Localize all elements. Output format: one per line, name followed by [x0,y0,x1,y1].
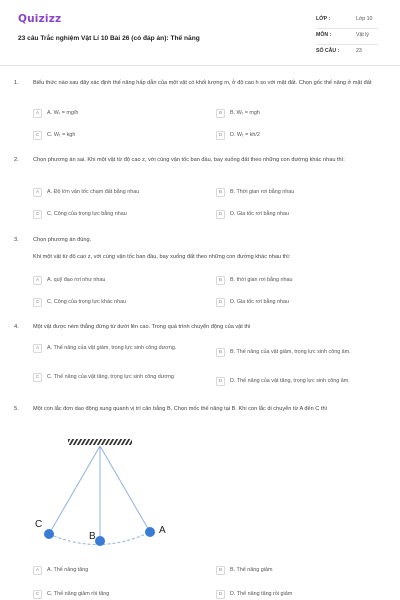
option-letter-box: D [216,131,225,140]
option-d[interactable] [216,298,384,307]
option-letter-box: D [216,590,225,599]
question-number: 3. [14,237,19,243]
question-subtext: Khi một vật từ độ cao z, với cùng vận tốc ban đầu, bay xuống đất theo những con đường khác nhau thì: [33,254,291,260]
pendulum-support [68,439,132,445]
option-a[interactable] [33,344,198,353]
label-b: B [89,531,96,542]
option-letter-box: B [216,109,225,118]
option-c[interactable] [33,373,198,382]
option-letter-box: D [216,210,225,219]
option-text: D. Gia tốc rơi bằng nhau [230,210,289,217]
option-letter-box: A [33,566,42,575]
pendulum-ball-b [95,536,105,546]
option-letter-box: A [33,109,42,118]
option-c[interactable] [33,590,201,599]
option-b[interactable] [216,566,384,575]
option-text: D. Thế năng của vật tăng, trọng lực sinh công âm. [230,377,350,384]
option-b[interactable] [216,348,396,357]
question-text: Chọn phương án đúng. [33,237,92,243]
option-letter-box: B [216,566,225,575]
question-number: 5. [14,406,19,412]
question-number: 2. [14,157,19,163]
option-text: C. Công của trọng lực bằng nhau [47,210,127,217]
question-number: 4. [14,324,19,330]
option-text: C. Công của trọng lực khác nhau [47,298,127,305]
question-text: Một con lắc đơn dao động xung quanh vị trí cân bằng B. Chọn mốc thế năng tại B. Khi con lắc di chuyển từ A đến C thì [33,406,328,412]
option-d[interactable] [216,131,384,140]
meta-table [316,13,378,61]
meta-label: MÔN : [316,32,332,38]
pendulum-ball-a [145,527,155,537]
pendulum-ball-c [44,529,54,539]
meta-value: 23 [356,48,362,54]
label-a: A [159,525,166,536]
pendulum-string-c [49,446,100,534]
question-text: Biểu thức nào sau đây xác định thế năng hấp dẫn của một vật có khối lượng m, ở độ cao h so với mặt đất. Chọn gốc thế năng ở mặt đất [33,80,372,86]
question-text: Một vật được ném thẳng đứng từ dưới lên cao. Trong quá trình chuyển động của vật thì [33,324,251,330]
header-divider [0,65,400,66]
pendulum-figure [30,436,190,558]
option-text: A. quỹ đạo rơi như nhau [47,276,106,283]
option-d[interactable] [216,210,384,219]
option-c[interactable] [33,298,201,307]
option-letter-box: D [216,377,225,386]
option-c[interactable] [33,210,201,219]
option-b[interactable] [216,109,384,118]
option-letter-box: C [33,373,42,382]
meta-row-count [316,45,378,61]
option-text: B. Wₜ = mgh [230,109,260,116]
option-text: D. Gia tốc rơi bằng nhau [230,298,289,305]
option-text: D. Wₜ = kh/2 [230,131,260,138]
option-letter-box: A [33,276,42,285]
option-letter-box: B [216,348,225,357]
meta-label: LỚP : [316,16,331,22]
option-a[interactable] [33,566,201,575]
option-letter-box: A [33,344,42,353]
question-number: 1. [14,80,19,86]
option-d[interactable] [216,377,396,386]
meta-row-subject [316,29,378,45]
option-letter-box: B [216,276,225,285]
option-text: A. Thế năng của vật giảm, trọng lực sinh công dương. [47,344,177,351]
option-letter-box: C [33,210,42,219]
meta-value: Lớp 10 [356,16,373,22]
option-letter-box: D [216,298,225,307]
option-letter-box: B [216,188,225,197]
option-a[interactable] [33,188,201,197]
label-c: C [35,519,43,530]
option-d[interactable] [216,590,384,599]
option-text: C. Thế năng của vật tăng, trọng lực sinh công dương [47,373,174,380]
question-text: Chọn phương án sai. Khi một vật từ độ cao z, với cùng vận tốc ban đầu, bay xuống đất theo những con đường khác nhau thì: [33,157,345,163]
option-b[interactable] [216,276,384,285]
pendulum-string-a [100,446,150,532]
option-text: B. Thế năng của vật giảm, trọng lực sinh công âm. [230,348,351,355]
option-text: B. Thế năng giảm [230,566,273,573]
option-text: A. Thế năng tăng [47,566,89,573]
meta-value: Vật lý [356,32,369,38]
header [0,0,400,66]
option-text: A. Wₜ = mg/h [47,109,79,116]
option-a[interactable] [33,109,201,118]
option-text: B. Thời gian rơi bằng nhau [230,188,295,195]
option-letter-box: C [33,298,42,307]
page-title: 23 câu Trắc nghiệm Vật Lí 10 Bài 26 (có đáp án): Thế năng [18,35,200,43]
option-b[interactable] [216,188,384,197]
option-letter-box: C [33,590,42,599]
option-text: A. Độ lớn vận tốc chạm đất bằng nhau [47,188,140,195]
option-a[interactable] [33,276,201,285]
option-text: C. Wₜ = kgh [47,131,76,138]
option-text: C. Thế năng giảm rồi tăng [47,590,110,597]
meta-label: SỐ CÂU : [316,48,340,54]
option-letter-box: A [33,188,42,197]
option-text: D. Thế năng tăng rồi giảm [230,590,293,597]
option-c[interactable] [33,131,201,140]
quizizz-logo: Quizizz [18,13,62,25]
option-letter-box: C [33,131,42,140]
option-text: B. thời gian rơi bằng nhau [230,276,293,283]
meta-row-grade [316,13,378,29]
